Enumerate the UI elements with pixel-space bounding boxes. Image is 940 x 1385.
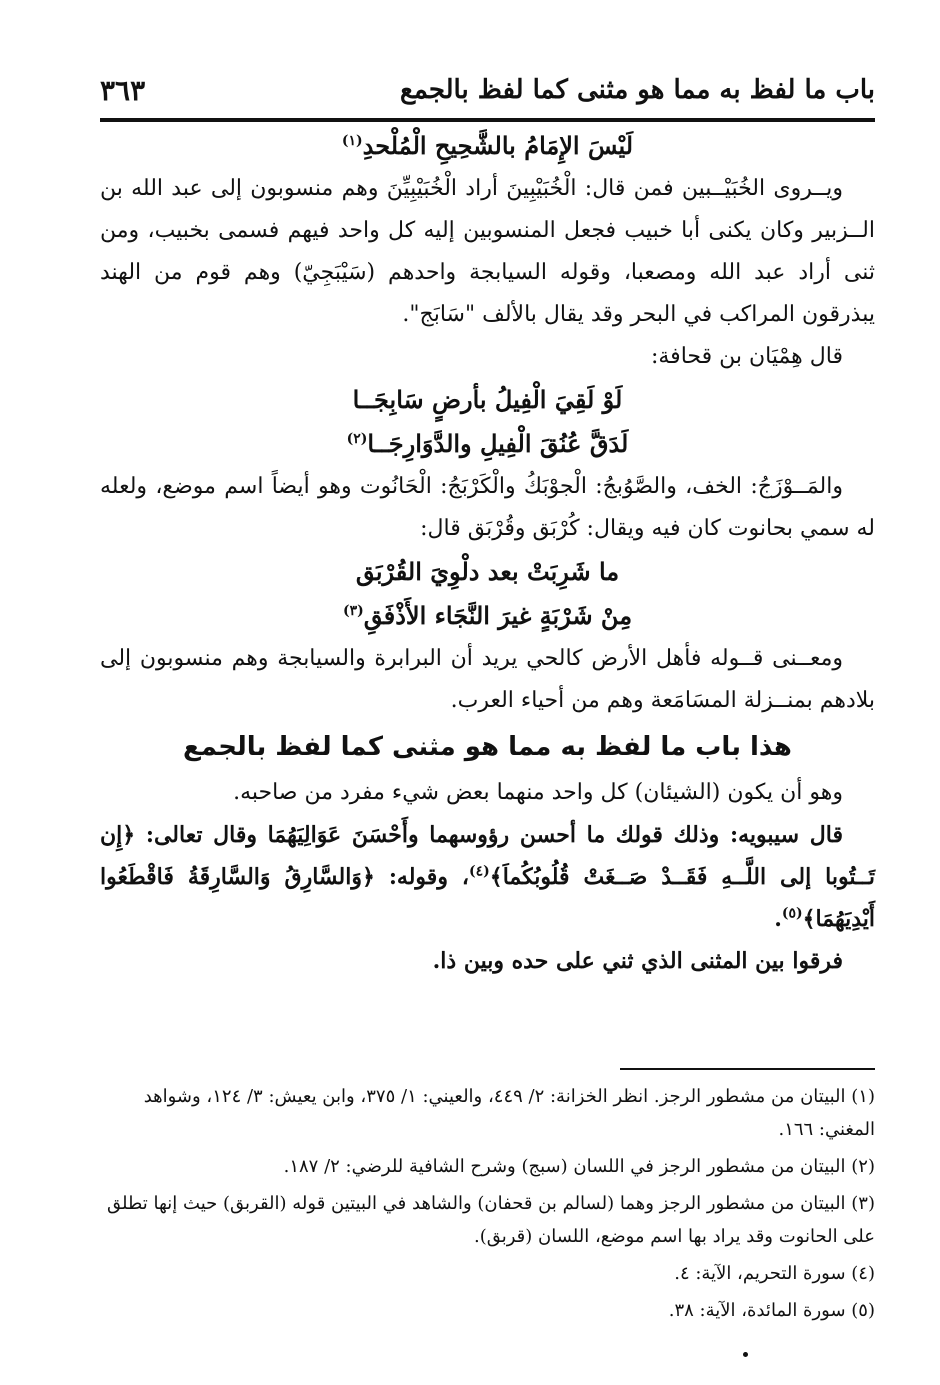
verse-3a: ما شَرِبَتْ بعد دلْوِيَ القُرْبَق — [355, 557, 620, 586]
footnote-ref-2[interactable]: (٢) — [346, 431, 368, 447]
page-mark — [743, 1352, 748, 1357]
verse-2b: لَدَقَّ عُنُقَ الْفِيلِ والدَّوَارِجَــا$^{(٢)}$ — [346, 429, 629, 458]
paragraph-3: والمَــوْزَجُ: الخف، والصَّوُبجُ: الْجوْبَكُ والْكَرْبَجُ: الْحَانُوت وهو أيضاً اسم موضع، ولعله له سمي بحانوت كان فيه ويقال: كُرْبَق وقُرْبَق قال: — [100, 474, 875, 541]
footnote-2: (٢) البيتان من مشطور الرجز في اللسان (سبج) وشرح الشافية للرضي: ٢/ ١٨٧. — [283, 1156, 875, 1177]
footnote-ref-5[interactable]: (٥) — [781, 905, 803, 922]
paragraph-5: وهو أن يكون (الشيئان) كل واحد منهما بعض شيء مفرد من صاحبه. — [233, 780, 843, 805]
footnote-ref-1[interactable]: (١) — [341, 133, 363, 149]
footnote-1: (١) البيتان من مشطور الرجز. انظر الخزانة: ٢/ ٤٤٩، والعيني: ١/ ٣٧٥، وابن يعيش: ٣/ ١٢٤، وشواهد المغني: ١٦٦. — [143, 1086, 875, 1140]
footnote-divider — [620, 1068, 875, 1070]
paragraph-6: قال سيبويه: وذلك قولك ما أحسن رؤوسهما وأَحْسَنَ عَوَالِيَهُمَا وقال تعالى: ﴿إِن تَــتُوبا إلى اللَّــهِ فَقَــدْ صَــغَتْ قُلُوبُكُماَ﴾$^{(٤)}$، وقوله: ﴿وَالسَّارِقُ وَالسَّارِقَةُ فَاقْطَعُوا أَيْدِيَهُمَا﴾$^{(٥)}$. — [100, 822, 876, 932]
footnote-4: (٤) سورة التحريم، الآية: ٤. — [674, 1263, 875, 1284]
paragraph-2: قال هِمْيَان بن قحافة: — [650, 344, 843, 369]
footnote-ref-4[interactable]: (٤) — [469, 863, 490, 880]
footnotes — [100, 1080, 875, 1331]
footnote-ref-3[interactable]: (٣) — [342, 603, 364, 619]
page-header — [100, 62, 875, 122]
footnote-5: (٥) سورة المائدة، الآية: ٣٨. — [668, 1300, 875, 1321]
page-number: ٣٦٣ — [100, 73, 146, 107]
paragraph-1: ويــروى الخُبَيْــبين فمن قال: الْخُبَيْبِينَ أراد الْخُبَيْبِيِّنَ وهم منسوبون إلى عبد الله بن الــزبير وكان يكنى أبا خبيب فجعل المنسوبين إليه كل واحد فيهم فسمى بخبيب، ومن ثنى أراد عبد الله ومصعبا، وقوله السيابجة واحدهم (سَيْبَجِيّ) وهم قوم من الهند يبذرقون المراكب في البحر وقد يقال بالألف "سَابَج". — [100, 176, 875, 327]
paragraph-4: ومعــنى قــوله فأهل الأرض كالحي يريد أن البرابرة والسيابجة وهم منسوبون إلى بلادهم بمنــزلة المسَامَعة وهم من أحياء العرب. — [100, 646, 875, 713]
verse-3b: مِنْ شَرْبَةٍ غيرَ النَّجَاء الأَذْفَقِ$^{(٣)}$ — [342, 601, 633, 630]
verse-2a: لَوْ لَقِيَ الْفِيلُ بأرضٍ سَابِجَــا — [352, 385, 623, 414]
running-title: باب ما لفظ به مما هو مثنى كما لفظ بالجمع — [399, 75, 875, 105]
main-text — [100, 124, 875, 982]
section-title: هذا باب ما لفظ به مما هو مثنى كما لفظ بالجمع — [183, 732, 792, 762]
footnote-3: (٣) البيتان من مشطور الرجز وهما (لسالم بن قحفان) والشاهد في البيتين قوله (القربق) حيث إنها تطلق على الحانوت وقد يراد بها اسم موضع، اللسان (قربق). — [107, 1193, 875, 1247]
verse-1: لَيْسَ الإِمَامُ بالشَّحِيحِ الْمُلْحدِ$^{(١)}$ — [341, 131, 634, 160]
paragraph-7: فرقوا بين المثنى الذي ثني على حده وبين ذا. — [432, 948, 843, 974]
